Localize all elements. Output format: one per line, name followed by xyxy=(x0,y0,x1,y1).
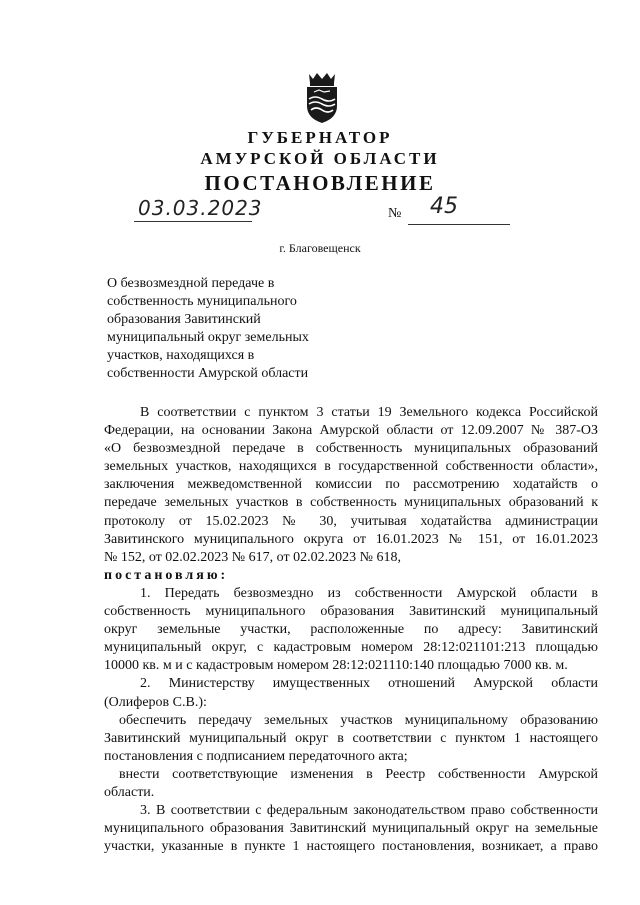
document-number: 45 xyxy=(430,194,458,219)
body-line: 3. В соответствии с федеральным законодательством право собственности xyxy=(140,803,598,819)
body-line: муниципальный округ, с кадастровым номером 28:12:021101:213 площадью xyxy=(104,640,598,656)
body-line: заключения межведомственной комиссии по рассмотрению ходатайств о xyxy=(104,477,598,493)
body-line: 1. Передать безвозмездно из собственности Амурской области в xyxy=(140,585,598,601)
coat-of-arms-emblem xyxy=(303,70,341,124)
document-subject xyxy=(107,275,347,383)
body-line: протоколу от 15.02.2023 № 30, учитывая ходатайства администрации xyxy=(104,513,598,529)
body-line: Завитинского муниципального округа от 16.01.2023 № 151, от 16.01.2023 xyxy=(104,531,598,547)
body-line: (Олиферов С.В.): xyxy=(104,694,207,710)
document-type-title: ПОСТАНОВЛЕНИЕ xyxy=(204,171,436,195)
date-underline xyxy=(134,221,252,222)
body-line: муниципального образования Завитинский муниципальный округ на земельные xyxy=(104,821,598,837)
body-line: № 152, от 02.02.2023 № 617, от 02.02.2023 № 618, xyxy=(104,549,401,565)
document-date: 03.03.2023 xyxy=(138,196,263,220)
subject-line: участков, находящихся в xyxy=(107,348,255,363)
body-line: Федерации, на основании Закона Амурской области от 12.09.2007 № 387-ОЗ xyxy=(104,423,598,439)
resolution-keyword: постановляю: xyxy=(104,567,229,583)
number-underline xyxy=(408,224,510,225)
body-line: 2. Министерству имущественных отношений Амурской области xyxy=(140,676,598,692)
document-body xyxy=(104,404,598,856)
body-line: внести соответствующие изменения в Реестр собственности Амурской xyxy=(119,766,598,782)
subject-line: муниципальный округ земельных xyxy=(107,330,309,345)
body-line: земельных участков, находящихся в государственной собственности области», xyxy=(104,459,598,475)
body-line: В соответствии с пунктом 3 статьи 19 Земельного кодекса Российской xyxy=(140,405,598,420)
body-line: обеспечить передачу земельных участков муниципальному образованию xyxy=(119,712,598,728)
subject-line: собственность муниципального xyxy=(107,294,297,309)
body-line: 10000 кв. м и с кадастровым номером 28:12:021110:140 площадью 7000 кв. м. xyxy=(104,658,568,674)
city-name: г. Благовещенск xyxy=(279,241,361,255)
header-line2: АМУРСКОЙ ОБЛАСТИ xyxy=(200,149,440,168)
body-line: постановления с подписанием передаточного акта; xyxy=(104,748,408,764)
header-line1: ГУБЕРНАТОР xyxy=(247,128,393,147)
subject-line: О безвозмездной передаче в xyxy=(107,276,275,291)
number-label: № xyxy=(388,206,402,221)
body-line: области. xyxy=(104,784,155,800)
body-line: Завитинский муниципальный округ в соответствии с пунктом 1 настоящего xyxy=(104,730,598,746)
body-line: округ земельные участки, расположенные по адресу: Завитинский xyxy=(104,622,598,638)
subject-line: образования Завитинский xyxy=(107,312,261,327)
subject-line: собственности Амурской области xyxy=(107,366,309,381)
body-line: собственность муниципального образования Завитинский муниципальный xyxy=(104,604,598,620)
body-line: участки, указанные в пункте 1 настоящего постановления, возникает, а право xyxy=(104,839,598,855)
body-line: «О безвозмездной передаче в собственность муниципальных образований xyxy=(104,441,598,457)
body-line: передаче земельных участков в собственность муниципальных образований к xyxy=(104,495,598,511)
